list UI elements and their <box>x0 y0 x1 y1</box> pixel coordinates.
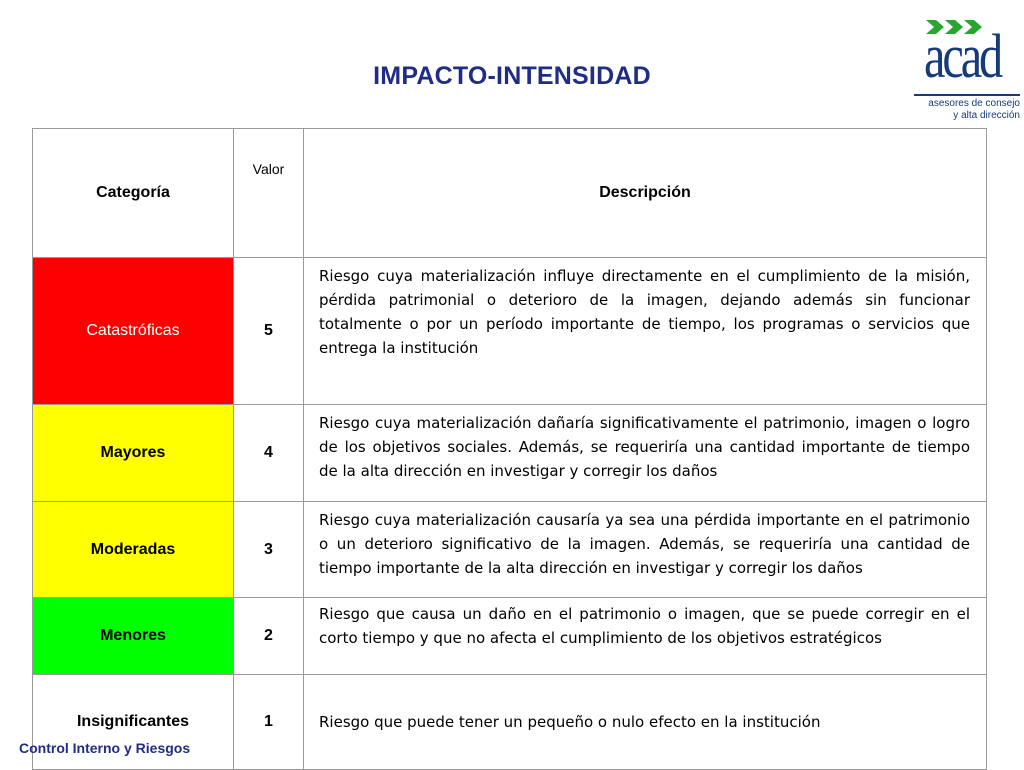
impact-table <box>32 128 987 770</box>
column-header-description: Descripción <box>304 129 987 258</box>
description-cell: Riesgo cuya materialización influye directamente en el cumplimiento de la misión, pérdida patrimonial o deterioro de la imagen, dejando además sin funcionar totalmente o por un período importante de tiempo, los programas o servicios que entrega la institución <box>304 258 987 405</box>
table-row <box>33 258 987 405</box>
category-cell: Catastróficas <box>33 258 234 405</box>
table-row <box>33 598 987 675</box>
logo-wordmark: acad <box>924 23 1001 91</box>
logo-subtitle-line1: asesores de consejo <box>928 98 1020 109</box>
value-cell: 3 <box>234 502 304 598</box>
logo-subtitle <box>922 98 1020 122</box>
table-row <box>33 405 987 502</box>
column-header-value: Valor <box>234 129 304 258</box>
category-cell: Mayores <box>33 405 234 502</box>
category-cell: Menores <box>33 598 234 675</box>
footer-text: Control Interno y Riesgos <box>19 740 191 756</box>
logo-divider <box>914 94 1020 96</box>
description-cell: Riesgo que causa un daño en el patrimonio o imagen, que se puede corregir en el corto tiempo y que no afecta el cumplimiento de los objetivos estratégicos <box>304 598 987 675</box>
value-cell: 1 <box>234 675 304 770</box>
category-cell: Insignificantes <box>33 675 234 770</box>
value-cell: 2 <box>234 598 304 675</box>
table-row <box>33 502 987 598</box>
description-cell: Riesgo cuya materialización dañaría significativamente el patrimonio, imagen o logro de los objetivos sociales. Además, se requeriría una cantidad importante de tiempo de la alta dirección en investigar y corregir los daños <box>304 405 987 502</box>
column-header-category: Categoría <box>33 129 234 258</box>
description-cell: Riesgo que puede tener un pequeño o nulo efecto en la institución <box>304 675 987 770</box>
page-title: IMPACTO-INTENSIDAD <box>373 62 651 90</box>
category-cell: Moderadas <box>33 502 234 598</box>
value-cell: 5 <box>234 258 304 405</box>
table-header-row <box>33 129 987 258</box>
value-cell: 4 <box>234 405 304 502</box>
description-cell: Riesgo cuya materialización causaría ya sea una pérdida importante en el patrimonio o un deterioro significativo de la imagen. Además, se requeriría una cantidad de tiempo importante de la alta dirección en investigar y corregir los daños <box>304 502 987 598</box>
acad-logo <box>914 18 1020 122</box>
logo-subtitle-line2: y alta dirección <box>953 110 1020 121</box>
